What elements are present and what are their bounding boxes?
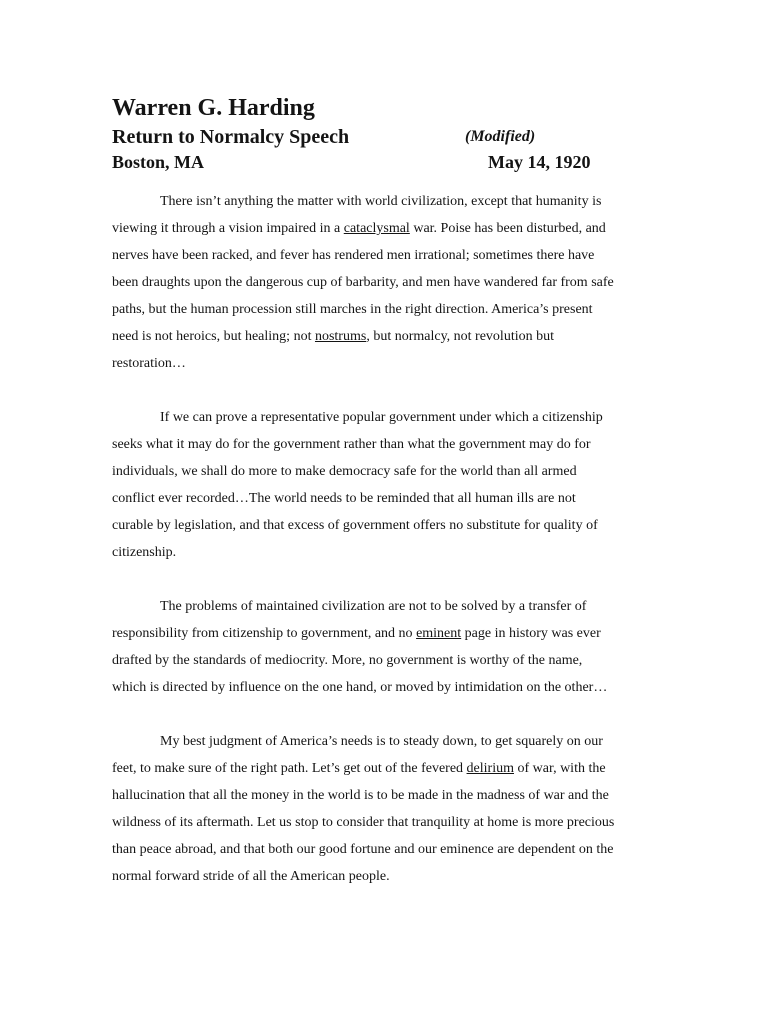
text-line: than peace abroad, and that both our good fortune and our eminence are dependent on the (112, 842, 614, 857)
text-line: been draughts upon the dangerous cup of barbarity, and men have wandered far from safe (112, 275, 614, 290)
text-line: nerves have been racked, and fever has rendered men irrational; sometimes there have (112, 248, 595, 263)
text-line: paths, but the human procession still marches in the right direction. America’s present (112, 302, 593, 317)
text-line: drafted by the standards of mediocrity. More, no government is worthy of the name, (112, 653, 583, 668)
text-segment: responsibility from citizenship to government, and no (112, 626, 417, 641)
underlined-term: eminent (416, 626, 462, 641)
paragraph (112, 728, 657, 890)
text-line: My best judgment of America’s needs is to steady down, to get squarely on our (160, 734, 603, 749)
text-line (112, 323, 657, 350)
text-line: restoration… (112, 356, 186, 371)
page-title: Warren G. Harding (112, 95, 315, 121)
speech-date: May 14, 1920 (488, 152, 591, 172)
speech-title: Return to Normalcy Speech (112, 126, 350, 148)
text-line: curable by legislation, and that excess of government offers no substitute for quality of (112, 518, 598, 533)
text-line: normal forward stride of all the American people. (112, 869, 390, 884)
text-segment: feet, to make sure of the right path. Let’s get out of the fevered (112, 761, 467, 776)
paragraph (112, 188, 657, 377)
underlined-term: delirium (466, 761, 514, 776)
text-line: citizenship. (112, 545, 177, 560)
text-segment: page in history was ever (461, 626, 601, 641)
modified-note: (Modified) (465, 128, 536, 145)
text-line (112, 215, 657, 242)
text-segment: of war, with the (513, 761, 606, 776)
text-line: The problems of maintained civilization are not to be solved by a transfer of (160, 599, 587, 614)
text-segment: war. Poise has been disturbed, and (409, 221, 606, 236)
text-line: If we can prove a representative popular government under which a citizenship (160, 410, 603, 425)
text-line: seeks what it may do for the government rather than what the government may do for (112, 437, 591, 452)
paragraph (112, 404, 657, 566)
text-segment: need is not heroics, but healing; not (112, 329, 315, 344)
underlined-term: cataclysmal (343, 221, 410, 236)
speech-body (112, 188, 657, 917)
text-line: conflict ever recorded…The world needs to be reminded that all human ills are not (112, 491, 576, 506)
text-line: hallucination that all the money in the world is to be made in the madness of war and the (112, 788, 609, 803)
text-line: which is directed by influence on the one hand, or moved by intimidation on the other… (112, 680, 608, 695)
speech-location: Boston, MA (112, 152, 205, 172)
text-segment: , but normalcy, not revolution but (366, 329, 554, 344)
text-line (112, 755, 657, 782)
text-line: wildness of its aftermath. Let us stop to consider that tranquility at home is more precious (112, 815, 615, 830)
text-segment: viewing it through a vision impaired in a (112, 221, 344, 236)
text-line (112, 620, 657, 647)
paragraph (112, 593, 657, 701)
underlined-term: nostrums (314, 329, 367, 344)
text-line: There isn’t anything the matter with world civilization, except that humanity is (160, 194, 602, 209)
text-line: individuals, we shall do more to make democracy safe for the world than all armed (112, 464, 577, 479)
